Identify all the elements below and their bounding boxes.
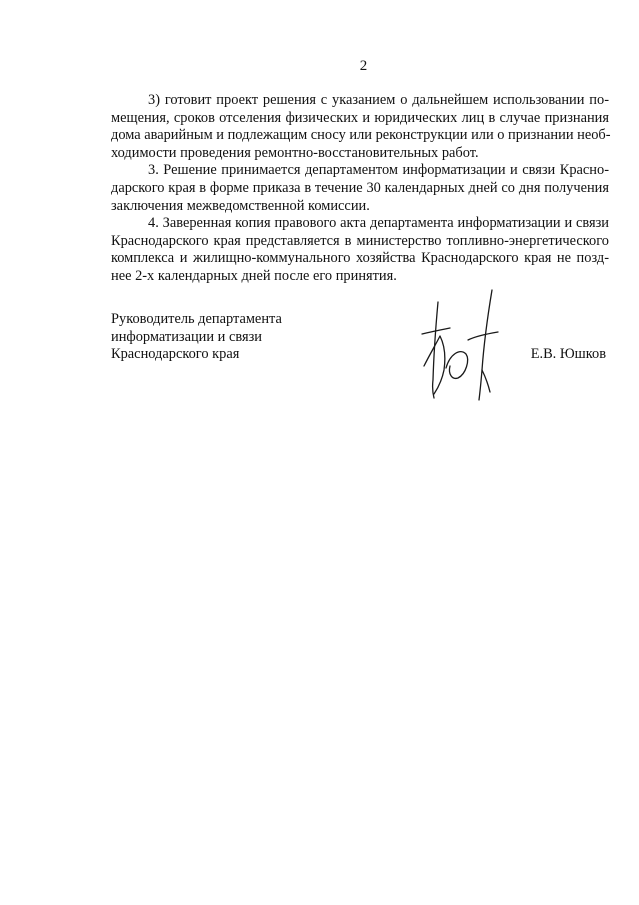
text-line: ходимости проведения ремонтно-восстановительных работ. [111,144,479,161]
position-line: Руководитель департамента [111,311,282,327]
paragraph-item-3 [111,92,609,162]
text-line: дома аварийным и подлежащим сносу или реконструкции или о признании необ- [111,127,611,144]
text-line: 4. Заверенная копия правового акта департамента информатизации и связи [148,215,609,232]
text-line: заключения межведомственной комиссии. [111,197,370,214]
paragraph-clause-3 [111,162,609,215]
text-line: комплекса и жилищно-коммунального хозяйства Краснодарского края не позд- [111,250,609,267]
paragraph-clause-4 [111,215,609,285]
text-line: нее 2-х календарных дней после его принятия. [111,267,397,284]
text-line: 3) готовит проект решения с указанием о дальнейшем использовании по- [148,92,609,108]
position-line: Краснодарского края [111,346,240,363]
text-line: Краснодарского края представляется в министерство топливно-энергетического [111,232,609,249]
text-line: 3. Решение принимается департаментом информатизации и связи Красно- [148,162,609,179]
document-body [111,92,609,286]
signer-name: Е.В. Юшков [530,346,606,362]
handwritten-signature [416,284,506,404]
text-line: мещения, сроков отселения физических и юридических лиц в случае признания [111,109,609,126]
signer-position [111,311,282,364]
position-line: информатизации и связи [111,328,262,345]
text-line: дарского края в форме приказа в течение 30 календарных дней со дня получения [111,179,609,196]
page-number: 2 [359,58,368,74]
